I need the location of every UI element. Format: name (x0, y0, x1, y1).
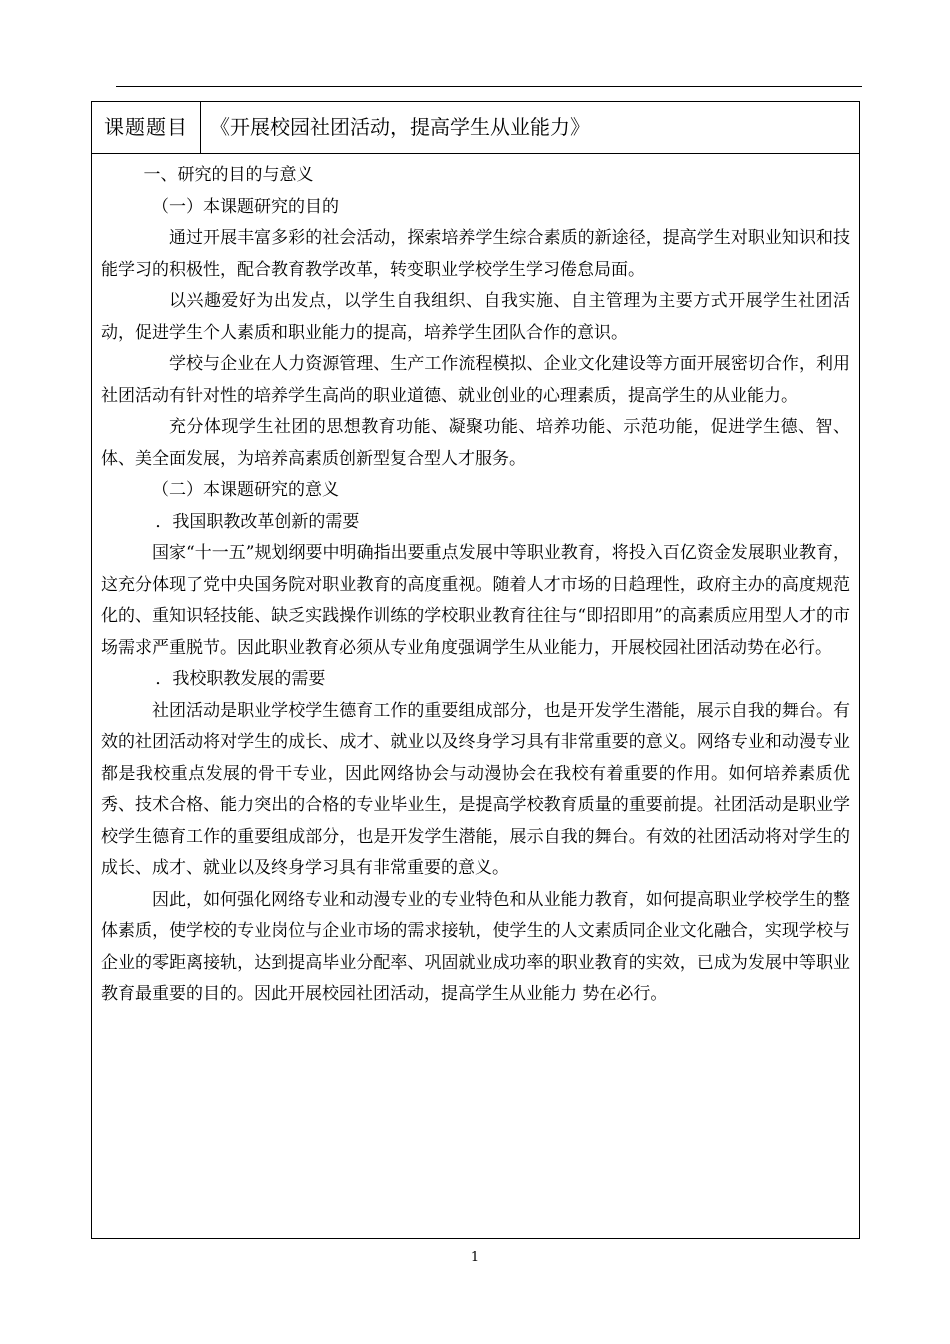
topic-title: 《开展校园社团活动，提高学生从业能力》 (210, 115, 590, 139)
list-item-heading: ．我校职教发展的需要 (155, 669, 326, 689)
paragraph: 因此，如何强化网络专业和动漫专业的专业特色和从业能力教育，如何提高职业学校学生的整体素质，使学校的专业岗位与企业市场的需求接轨，使学生的人文素质同企业文化融合，实现学校与企业的零距离接轨，达到提高毕业分配率、巩固就业成功率的职业教育的实效，已成为发展中等职业教育最重要的目的。因此开展校园社团活动，提高学生从业能力 势在必行。 (101, 889, 850, 1004)
list-item-heading: ．我国职教改革创新的需要 (155, 511, 360, 532)
paragraph: 通过开展丰富多彩的社会活动，探索培养学生综合素质的新途径，提高学生对职业知识和技能学习的积极性，配合教育教学改革，转变职业学校学生学习倦怠局面。 (101, 228, 850, 280)
content-cell (92, 154, 859, 1011)
paragraph: 社团活动是职业学校学生德育工作的重要组成部分，也是开发学生潜能，展示自我的舞台。有效的社团活动将对学生的成长、成才、就业以及终身学习具有非常重要的意义。网络专业和动漫专业都是我校重点发展的骨干专业，因此网络协会与动漫协会在我校有着重要的作用。如何培养素质优秀、技术合格、能力突出的合格的专业毕业生，是提高学校教育质量的重要前提。社团活动是职业学校学生德育工作的重要组成部分，也是开发学生潜能，展示自我的舞台。有效的社团活动将对学生的成长、成才、就业以及终身学习具有非常重要的意义。 (101, 700, 850, 878)
title-row (92, 102, 859, 154)
topic-label: 课题题目 (92, 102, 201, 153)
paragraph: 充分体现学生社团的思想教育功能、凝聚功能、培养功能、示范功能，促进学生德、智、体、美全面发展，为培养高素质创新型复合型人才服务。 (101, 417, 850, 469)
header-rule (116, 86, 862, 87)
paragraph: 学校与企业在人力资源管理、生产工作流程模拟、企业文化建设等方面开展密切合作，利用社团活动有针对性的培养学生高尚的职业道德、就业创业的心理素质，提高学生的从业能力。 (101, 354, 850, 406)
section-heading: 一、研究的目的与意义 (143, 165, 314, 185)
subsection-heading: （二）本课题研究的意义 (152, 480, 339, 500)
paragraph: 国家“十一五”规划纲要中明确指出要重点发展中等职业教育，将投入百亿资金发展职业教育，这充分体现了党中央国务院对职业教育的高度重视。随着人才市场的日趋理性，政府主办的高度规范化的、重知识轻技能、缺乏实践操作训练的学校职业教育往往与“即招即用”的高素质应用型人才的市场需求严重脱节。因此职业教育必须从专业角度强调学生从业能力，开展校园社团活动势在必行。 (101, 543, 850, 658)
page-number: 1 (470, 1250, 480, 1265)
paragraph: 以兴趣爱好为出发点，以学生自我组织、自我实施、自主管理为主要方式开展学生社团活动，促进学生个人素质和职业能力的提高，培养学生团队合作的意识。 (101, 291, 850, 343)
subsection-heading: （一）本课题研究的目的 (152, 196, 339, 217)
document-table (91, 101, 860, 1239)
